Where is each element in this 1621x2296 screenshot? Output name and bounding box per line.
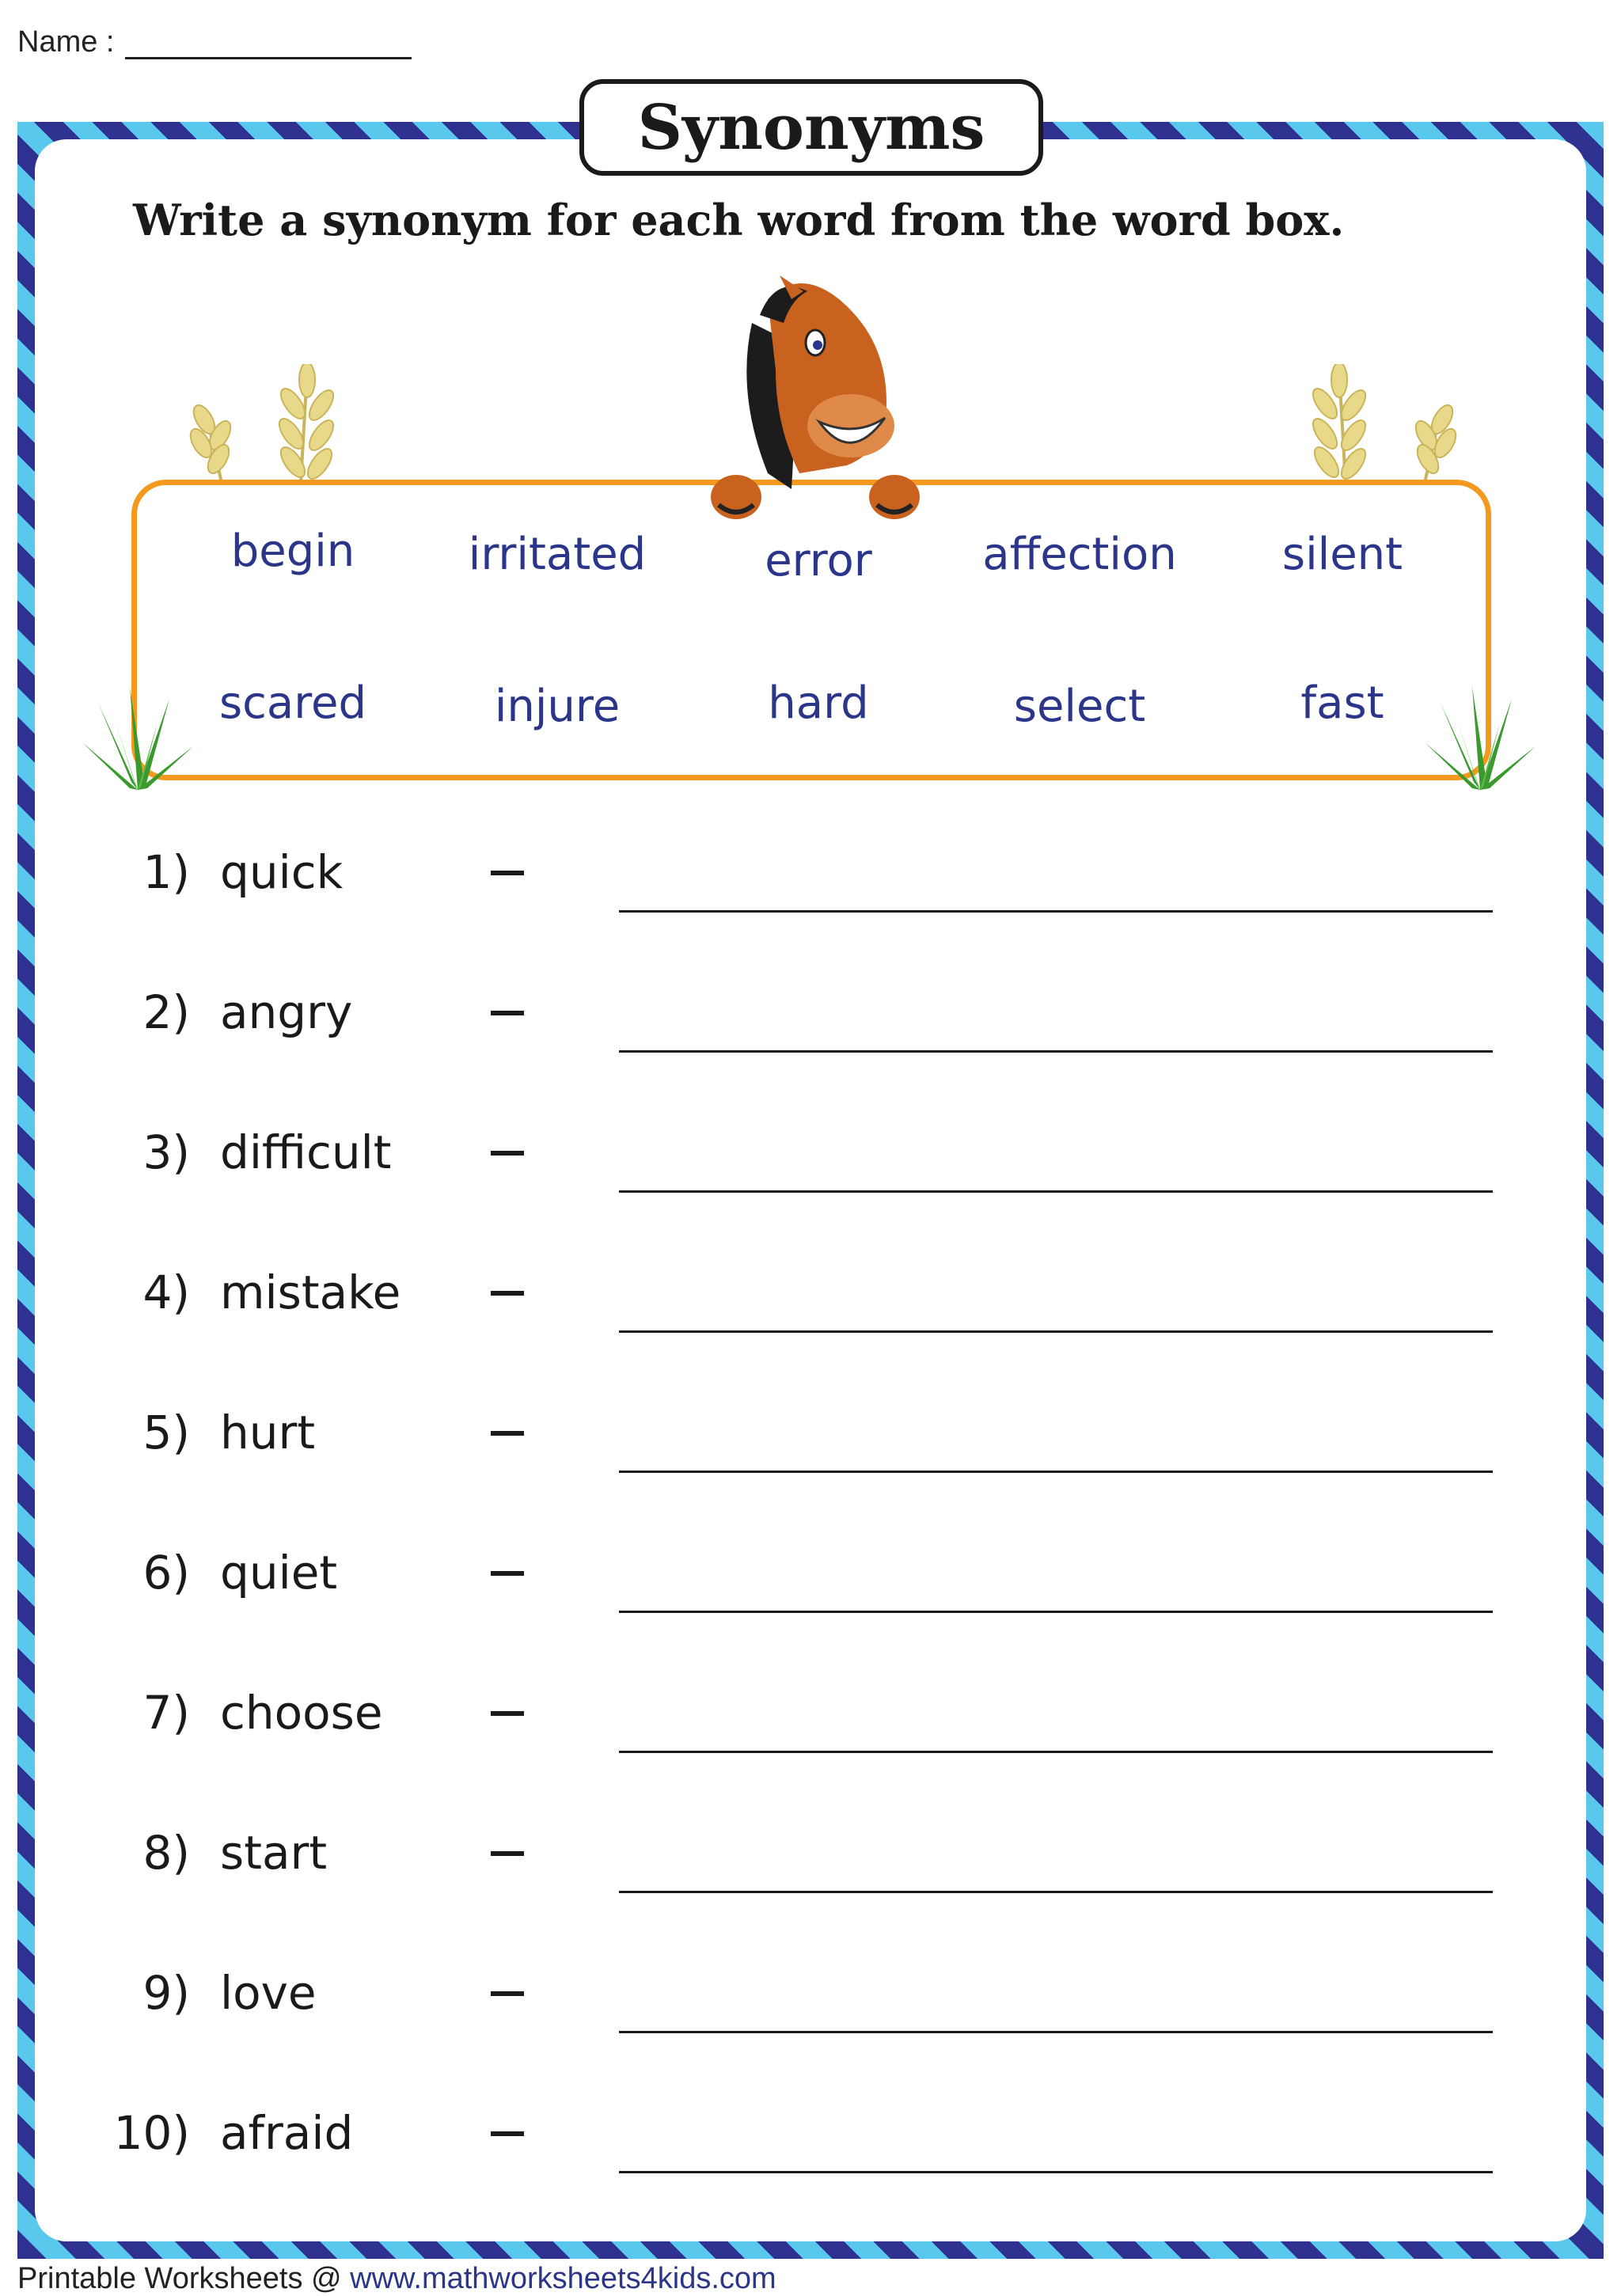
answer-line[interactable] [619,1330,1493,1333]
word-box-item: fast [1300,677,1384,729]
grass-icon [82,687,193,790]
instruction-text: Write a synonym for each word from the word box. [133,195,1345,245]
page-title: Synonyms [637,91,985,164]
dash [491,1711,524,1716]
horse-mascot-icon [704,268,926,521]
word-box-item: affection [982,529,1177,580]
question-word: choose [220,1686,383,1740]
grass-icon [1425,687,1536,790]
question-number: 5) [142,1406,190,1459]
word-box-item: scared [218,677,367,729]
dash [491,871,524,875]
footer-link[interactable]: www.mathworksheets4kids.com [350,2262,776,2295]
wheat-icon [174,364,356,483]
question-number: 7) [142,1686,190,1740]
word-box-item: silent [1281,529,1403,580]
question-row [0,1826,1621,1921]
question-row [0,1266,1621,1361]
word-box-item: begin [230,526,355,577]
answer-line[interactable] [619,1471,1493,1473]
question-number: 3) [142,1125,190,1179]
dash [491,1851,524,1856]
answer-line[interactable] [619,2031,1493,2033]
question-row [0,1686,1621,1781]
question-word: start [220,1826,328,1880]
question-row [0,1406,1621,1501]
question-word: difficult [220,1125,392,1179]
word-box-item: select [1013,681,1146,732]
name-line[interactable] [125,22,412,59]
name-label: Name : [17,25,115,59]
dash [491,1151,524,1156]
question-number: 9) [142,1966,190,2020]
answer-line[interactable] [619,1891,1493,1893]
question-row [0,985,1621,1080]
word-box-item: injure [494,681,621,732]
question-word: mistake [220,1266,401,1319]
question-word: afraid [220,2106,354,2160]
answer-line[interactable] [619,1050,1493,1053]
question-number: 2) [142,985,190,1039]
question-row [0,1966,1621,2061]
word-box-item: hard [768,677,869,729]
question-number: 1) [142,845,190,899]
question-row [0,845,1621,940]
dash [491,1431,524,1436]
question-word: quiet [220,1546,338,1600]
footer [17,2262,776,2296]
dash [491,1291,524,1296]
answer-line[interactable] [619,1190,1493,1193]
answer-line[interactable] [619,2171,1493,2173]
question-word: hurt [220,1406,316,1459]
question-word: love [220,1966,317,2020]
answer-line[interactable] [619,1611,1493,1613]
title-box [579,79,1043,176]
question-word: angry [220,985,353,1039]
question-number: 10) [113,2106,190,2160]
answer-line[interactable] [619,1751,1493,1753]
question-number: 4) [142,1266,190,1319]
name-field [17,22,412,59]
answer-line[interactable] [619,910,1493,913]
word-box-item: irritated [468,529,647,580]
word-box-item: error [765,535,872,586]
question-number: 6) [142,1546,190,1600]
question-row [0,1546,1621,1641]
question-row [0,2106,1621,2201]
footer-prefix: Printable Worksheets @ [17,2262,351,2295]
question-row [0,1125,1621,1220]
question-number: 8) [142,1826,190,1880]
dash [491,1571,524,1576]
wheat-icon [1290,364,1472,483]
dash [491,1991,524,1996]
word-box [131,480,1491,780]
question-word: quick [220,845,344,899]
dash [491,2131,524,2136]
dash [491,1011,524,1015]
